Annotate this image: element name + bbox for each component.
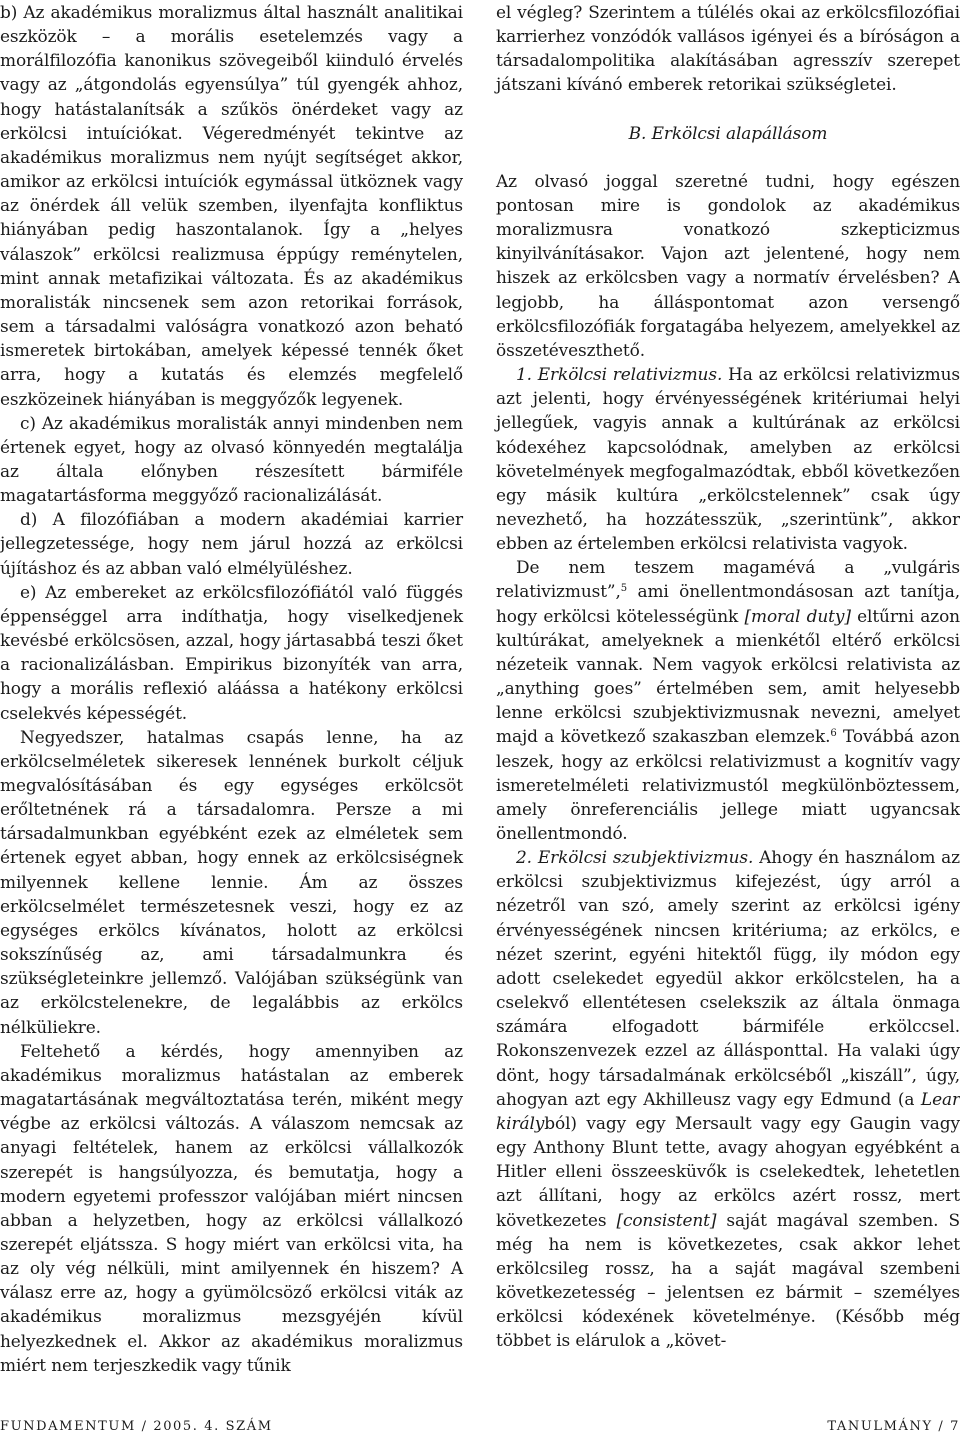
item2-label: 2. Erkölcsi szubjektivizmus. [516, 847, 754, 868]
item1-text: Ha az erkölcsi relativizmus azt jelenti, hogy érvényességének kritériumai helyi jellegűek, vagyis annak a kultúrának az erkölcsi kódexéhez kapcsolódnak, amelyben az erkölcsi követelmények megfogalmazódtak, ebből következően egy másik kultúra „erkölcstelennek” csak úgy nevezhető, ha hozzátesszük, „szerintünk”, akkor ebben az értelemben erkölcsi relativista vagyok. [496, 364, 960, 554]
paragraph-c: c) Az akadémikus moralisták annyi mindenben nem értenek egyet, hogy az olvasó könnyedén megtalálja az általa előnyben részesített bármiféle magatartásforma meggyőző racionalizálását. [0, 412, 463, 506]
item2-a: Ahogy én használom az erkölcsi szubjektivizmus kifejezést, úgy arról a nézetről van szó, amely szerint az erkölcsi igény érvényességének nincsen kritériuma; az erkölcs, e nézet szerint, egyéni hitektől függ, ily módon egy adott cselekedet egyedül akkor erkölcstelen, ha a cselekvő ellentétesen cselekszik az általa önmaga számára elfogadott bármiféle erkölccsel. Rokonszenvezek ezzel az állásponttal. Ha valaki úgy dönt, hogy társadalmának erkölcséből „kiszáll”, úgy, ahogyan azt egy Akhilleusz vagy egy Edmund (a [496, 847, 960, 1109]
vulgar-a: De nem teszem magamévá a „vulgáris relativizmust”, [496, 557, 960, 602]
paragraph-continuation: el végleg? Szerintem a túlélés okai az erkölcsfilozófiai karrierhez vonzódók vallásos igényei és a bíróságon a társadalompolitika alakításában agresszív szerepet játszani kívánó emberek retorikai szükségletei. [496, 2, 960, 95]
consistent-term: [consistent] [616, 1209, 717, 1230]
item2-c: saját magával szemben. S még ha nem is következetes, csak akkor lehet erkölcsileg rossz, ha a saját magával szembeni következetesség – jelentsen ez bármit – személyes erkölcsi kódexének követelménye. (Később még többet is elárulok a „követ- [496, 1209, 960, 1351]
item2-b: ból) vagy egy Mersault vagy egy Gaugin vagy egy Anthony Blunt tette, avagy ahogyan egyébként a Hitler elleni összeesküvők is cselekedtek, lehetetlen azt állítani, hogy az erkölcs azért rossz, mert következetes [496, 1112, 960, 1230]
paragraph-question: Feltehető a kérdés, hogy amennyiben az akadémikus moralizmus hatástalan az emberek magatartásának megváltoztatása terén, miként megy végbe az erkölcsi változás. A válaszom nemcsak az anyagi feltételek, hanem az erkölcsi vállalkozók szerepét is hangsúlyozza, és bemutatja, hogy a modern egyetemi professzor valójában miért nincsen abban a helyzetben, hogy az erkölcsi vállalkozó szerepét eljátssza. S hogy miért van erkölcsi vita, ha az oly vég nélküli, mint amilyennek én hiszem? A válasz erre az, hogy a gyümölcsöző erkölcsi viták az akadémikus moralizmus mezsgyéjén kívül helyezkednek el. Akkor az akadémikus moralizmus miért nem terjeszkedik vagy tűnik [0, 1040, 463, 1375]
paragraph-b: b) Az akadémikus moralizmus által használt analitikai eszközök – a morális esetelemzés vagy a morálfilozófia kanonikus szövegeiből kiinduló érvelés vagy az „átgondolás egyensúlya” túl gyengék ahhoz, hogy hatástalanítsák a szűkös önérdeket vagy az erkölcsi intuíciókat. Végeredményét tekintve az akadémikus moralizmus nem nyújt segítséget akkor, amikor az erkölcsi intuíciók egymással ütköznek vagy az önérdek áll velük szemben, ilyenfajta konfliktus hiányában pedig haszontalanok. Így a „helyes válaszok” erkölcsi realizmusa éppúgy reménytelen, mint annak metafizikai változata. És az akadémikus moralisták nincsenek sem azon retorikai források, sem a társadalmi valóságra vonatkozó azon beható ismeretek birtokában, amelyek képessé tennék őket arra, hogy a kutatás és elemzés megfelelő eszközeinek hiányában is meggyőzők legyenek. [0, 2, 463, 409]
paragraph-relativism [496, 362, 960, 555]
vulgar-c: eltűrni azon kultúrákat, amelyeknek a mienkétől eltérő erkölcsi nézeteik vannak. Nem vagyok erkölcsi relativista az „anything goes” értelmében sem, amit helyesebb lenne erkölcsi szubjektivizmusnak nevezni, amelyet majd a következő szakaszban elemzek. [496, 605, 960, 747]
paragraph-d: d) A filozófiában a modern akadémiai karrier jellegzetessége, hogy nem járul hozzá az erkölcsi újításhoz és az abban való elmélyüléshez. [0, 509, 463, 578]
right-column [496, 0, 960, 1352]
footnote-6: 6 [830, 728, 837, 740]
footer-journal: FUNDAMENTUM / 2005. 4. SZÁM [0, 1419, 273, 1434]
paragraph-vulgar [496, 555, 960, 845]
section-heading: B. Erkölcsi alapállásom [628, 122, 828, 143]
lear-title: Lear király [496, 1088, 960, 1133]
paragraph-subjectivism [496, 845, 960, 1352]
vulgar-b: ami önellentmondásosan azt tanítja, hogy erkölcsi kötelességünk [496, 581, 960, 626]
moral-duty-term: [moral duty] [744, 605, 851, 626]
footnote-5: 5 [620, 583, 628, 595]
left-column [0, 0, 463, 1377]
paragraph-intro: Az olvasó joggal szeretné tudni, hogy egészen pontosan mire is gondolok az akadémikus moralizmusra vonatkozó szkepticizmus kinyilvánításakor. Vajon azt jelentené, hogy nem hiszek az erkölcsben vagy a normatív érvelésben? A legjobb, ha álláspontomat azon versengő erkölcsfilozófiák forgatagába helyezem, amelyekkel az összetéveszthető. [496, 170, 960, 360]
paragraph-e: e) Az embereket az erkölcsfilozófiától való függés éppenséggel arra indíthatja, hogy viselkedjenek kevésbé erkölcsösen, azzal, hogy jártasabbá teszi őket a racionalizálásban. Empirikus bizonyíték van arra, hogy a morális reflexió aláássa a hatékony erkölcsi cselekvés képességét. [0, 581, 463, 723]
paragraph-fourth: Negyedszer, hatalmas csapás lenne, ha az erkölcselméletek sikeresek lennének burkolt céljuk megvalósításában és egy egységes erkölcsöt erőltetnének rá a társadalomra. Persze a mi társadalmunkban egyébként ezek az elméletek sem értenek egyet abban, hogy ennek az erkölcsiségnek milyennek kellene lennie. Ám az összes erkölcselmélet természetesnek veszi, hogy ez az egységes erkölcs kívánatos, holott az erkölcsi sokszínűség az, ami társadalmunkra és szükségleteinkre jellemző. Valójában szükségünk van az erkölcstelenekre, de legalábbis az erkölcs nélküliekre. [0, 726, 463, 1037]
item1-label: 1. Erkölcsi relativizmus. [516, 364, 723, 385]
footer-page: TANULMÁNY / 7 [827, 1419, 960, 1434]
vulgar-d: Továbbá azon leszek, hogy az erkölcsi relativizmust a kognitív vagy ismeretelméleti relativizmustól megkülönböztessem, amely önreferenciális jellege miatt ugyancsak önellentmondó. [496, 726, 960, 843]
